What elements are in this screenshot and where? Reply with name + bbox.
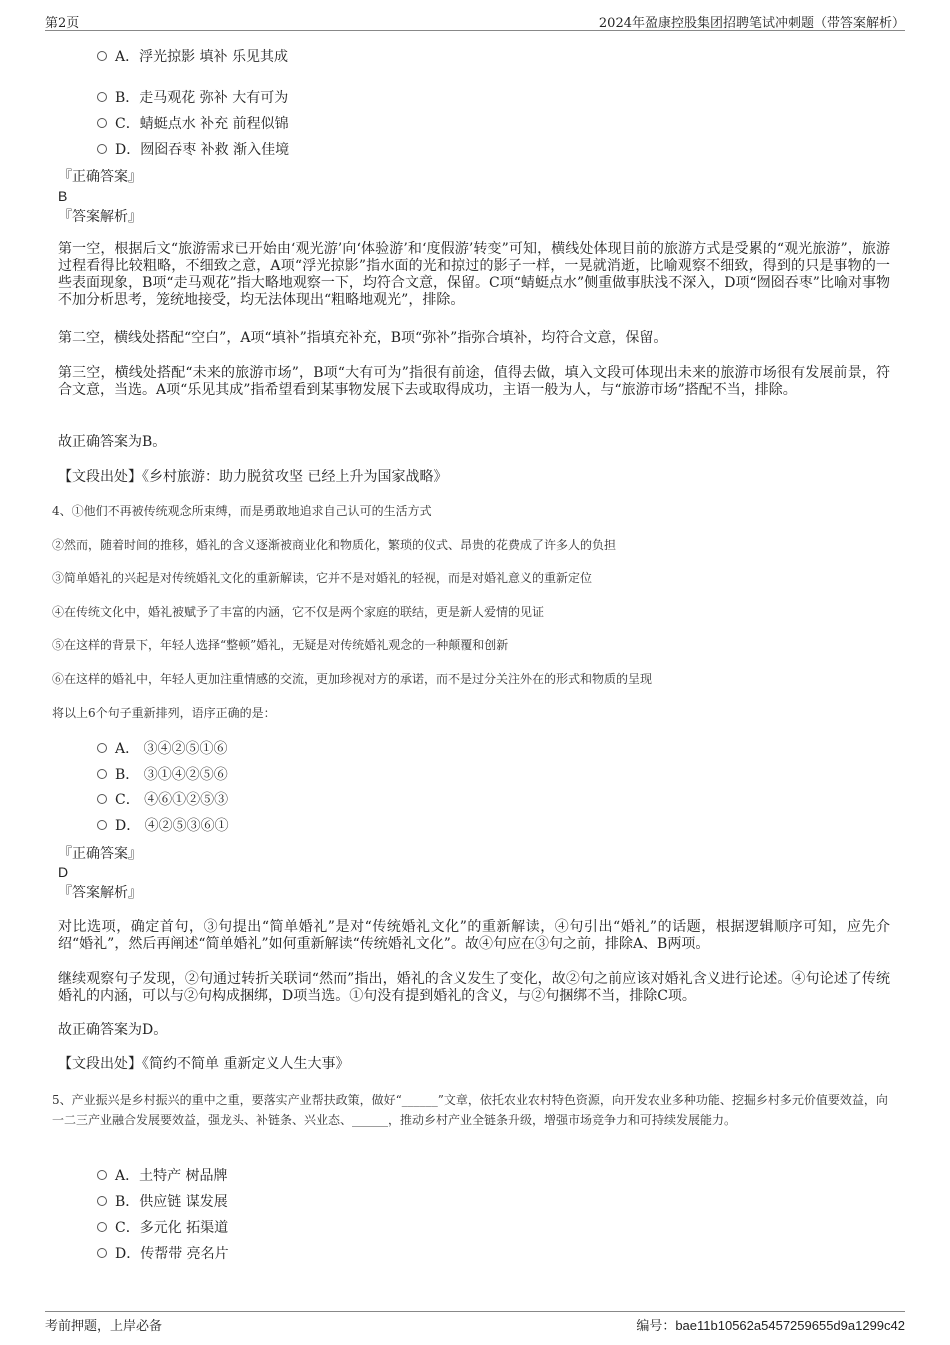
analysis-paragraph: 对比选项，确定首句，③句提出“简单婚礼”是对“传统婚礼文化”的重新解读，④句引出“婚礼”的话题，根据逻辑顺序可知，应先介绍“婚礼”，然后再阐述“简单婚礼”如何重新解读“传统婚礼文化”。故④句应在③句之前，排除A、B两项。 <box>58 919 890 952</box>
sentence-item: 4、①他们不再被传统观念所束缚，而是勇敢地追求自己认可的生活方式 <box>52 504 432 518</box>
q3-option-a[interactable]: A．浮光掠影 填补 乐见其成 <box>97 47 288 67</box>
q3-option-b[interactable]: B．走马观花 弥补 大有可为 <box>97 88 288 108</box>
analysis-paragraph: 第一空，根据后文“旅游需求已开始由‘观光游’向‘体验游’和‘度假游’转变”可知，横线处体现目前的旅游方式是受累的“观光旅游”，旅游过程看得比较粗略，不细致之意，A项“浮光掠影”指水面的光和掠过的影子一样，一晃就消逝，比喻观察不细致，得到的只是事物的一些表面现象，B项“走马观花”指大略地观察一下，均符合文意，保留。C项“蜻蜓点水”侧重做事肤浅不深入，D项“囫囵吞枣”比喻对事物不加分析思考，笼统地接受，均无法体现出“粗略地观光”，排除。 <box>58 241 890 308</box>
radio-icon[interactable] <box>97 1222 107 1232</box>
radio-icon[interactable] <box>97 769 107 779</box>
q5-option-a[interactable]: A．土特产 树品牌 <box>97 1166 228 1186</box>
radio-icon[interactable] <box>97 794 107 804</box>
radio-icon[interactable] <box>97 1170 107 1180</box>
sentence-item: ③简单婚礼的兴起是对传统婚礼文化的重新解读，它并不是对婚礼的轻视，而是对婚礼意义的重新定位 <box>52 571 593 585</box>
sentence-item: ②然而，随着时间的推移，婚礼的含义逐渐被商业化和物质化，繁琐的仪式、昂贵的花费成了许多人的负担 <box>52 538 617 552</box>
correct-answer: D <box>58 864 69 880</box>
q3-option-c[interactable]: C．蜻蜓点水 补充 前程似锦 <box>97 114 289 134</box>
radio-icon[interactable] <box>97 51 107 61</box>
analysis-paragraph: 故正确答案为D。 <box>58 1022 168 1038</box>
radio-icon[interactable] <box>97 1248 107 1258</box>
sentence-item: ④在传统文化中，婚礼被赋予了丰富的内涵，它不仅是两个家庭的联结，更是新人爱情的见证 <box>52 605 545 619</box>
q5-option-b[interactable]: B．供应链 谋发展 <box>97 1192 228 1212</box>
q4-option-c[interactable]: C． ④⑥①②⑤③ <box>97 790 228 810</box>
radio-icon[interactable] <box>97 1196 107 1206</box>
page-footer <box>45 1311 905 1337</box>
footer-slogan: 考前押题，上岸必备 <box>45 1319 163 1334</box>
q5-option-d[interactable]: D．传帮带 亮名片 <box>97 1244 229 1264</box>
q5-option-c[interactable]: C．多元化 拓渠道 <box>97 1218 228 1238</box>
sentence-item: ⑥在这样的婚礼中，年轻人更加注重情感的交流，更加珍视对方的承诺，而不是过分关注外在的形式和物质的呈现 <box>52 672 653 686</box>
radio-icon[interactable] <box>97 743 107 753</box>
source-citation: 【文段出处】《乡村旅游：助力脱贫攻坚 已经上升为国家战略》 <box>58 469 448 485</box>
answer-label: 『正确答案』 <box>58 846 142 862</box>
answer-label: 『正确答案』 <box>58 169 142 185</box>
q4-option-d[interactable]: D． ④②⑤③⑥① <box>97 816 229 836</box>
analysis-label: 『答案解析』 <box>58 885 142 901</box>
q4-option-a[interactable]: A． ③④②⑤①⑥ <box>97 739 228 759</box>
analysis-paragraph: 第二空，横线处搭配“空白”，A项“填补”指填充补充，B项“弥补”指弥合填补，均符合文意，保留。 <box>58 330 668 346</box>
document-title: 2024年盈康控股集团招聘笔试冲刺题（带答案解析） <box>598 16 905 31</box>
sentence-item: ⑤在这样的背景下，年轻人选择“整顿”婚礼，无疑是对传统婚礼观念的一种颠覆和创新 <box>52 638 509 652</box>
correct-answer: B <box>58 188 68 204</box>
page-header <box>45 8 905 31</box>
source-citation: 【文段出处】《简约不简单 重新定义人生大事》 <box>58 1056 350 1072</box>
document-code: 编号：bae11b10562a5457259655d9a1299c42 <box>636 1318 905 1334</box>
radio-icon[interactable] <box>97 144 107 154</box>
question-prompt: 将以上6个句子重新排列，语序正确的是： <box>52 706 276 720</box>
q3-option-d[interactable]: D．囫囵吞枣 补救 渐入佳境 <box>97 140 289 160</box>
question-stem: 5、产业振兴是乡村振兴的重中之重，要落实产业帮扶政策，做好“______”文章，依托农业农村特色资源，向开发农业多种功能、挖掘乡村多元价值要效益，向一二三产业融合发展要效益，强龙头、补链条、兴业态、______，推动乡村产业全链条升级，增强市场竞争力和可持续发展能力。 <box>52 1093 888 1127</box>
analysis-paragraph: 继续观察句子发现，②句通过转折关联词“然而”指出，婚礼的含义发生了变化，故②句之前应该对婚礼含义进行论述。④句论述了传统婚礼的内涵，可以与②句构成捆绑，D项当选。①句没有提到婚礼的含义，与②句捆绑不当，排除C项。 <box>58 971 890 1004</box>
analysis-paragraph: 故正确答案为B。 <box>58 434 167 450</box>
analysis-paragraph: 第三空，横线处搭配“未来的旅游市场”，B项“大有可为”指很有前途，值得去做，填入文段可体现出未来的旅游市场很有发展前景，符合文意，当选。A项“乐见其成”指希望看到某事物发展下去或取得成功，主语一般为人，与“旅游市场”搭配不当，排除。 <box>58 365 890 398</box>
q4-option-b[interactable]: B． ③①④②⑤⑥ <box>97 765 228 785</box>
analysis-label: 『答案解析』 <box>58 209 142 225</box>
radio-icon[interactable] <box>97 92 107 102</box>
page-number: 第2页 <box>45 16 80 31</box>
radio-icon[interactable] <box>97 118 107 128</box>
radio-icon[interactable] <box>97 820 107 830</box>
